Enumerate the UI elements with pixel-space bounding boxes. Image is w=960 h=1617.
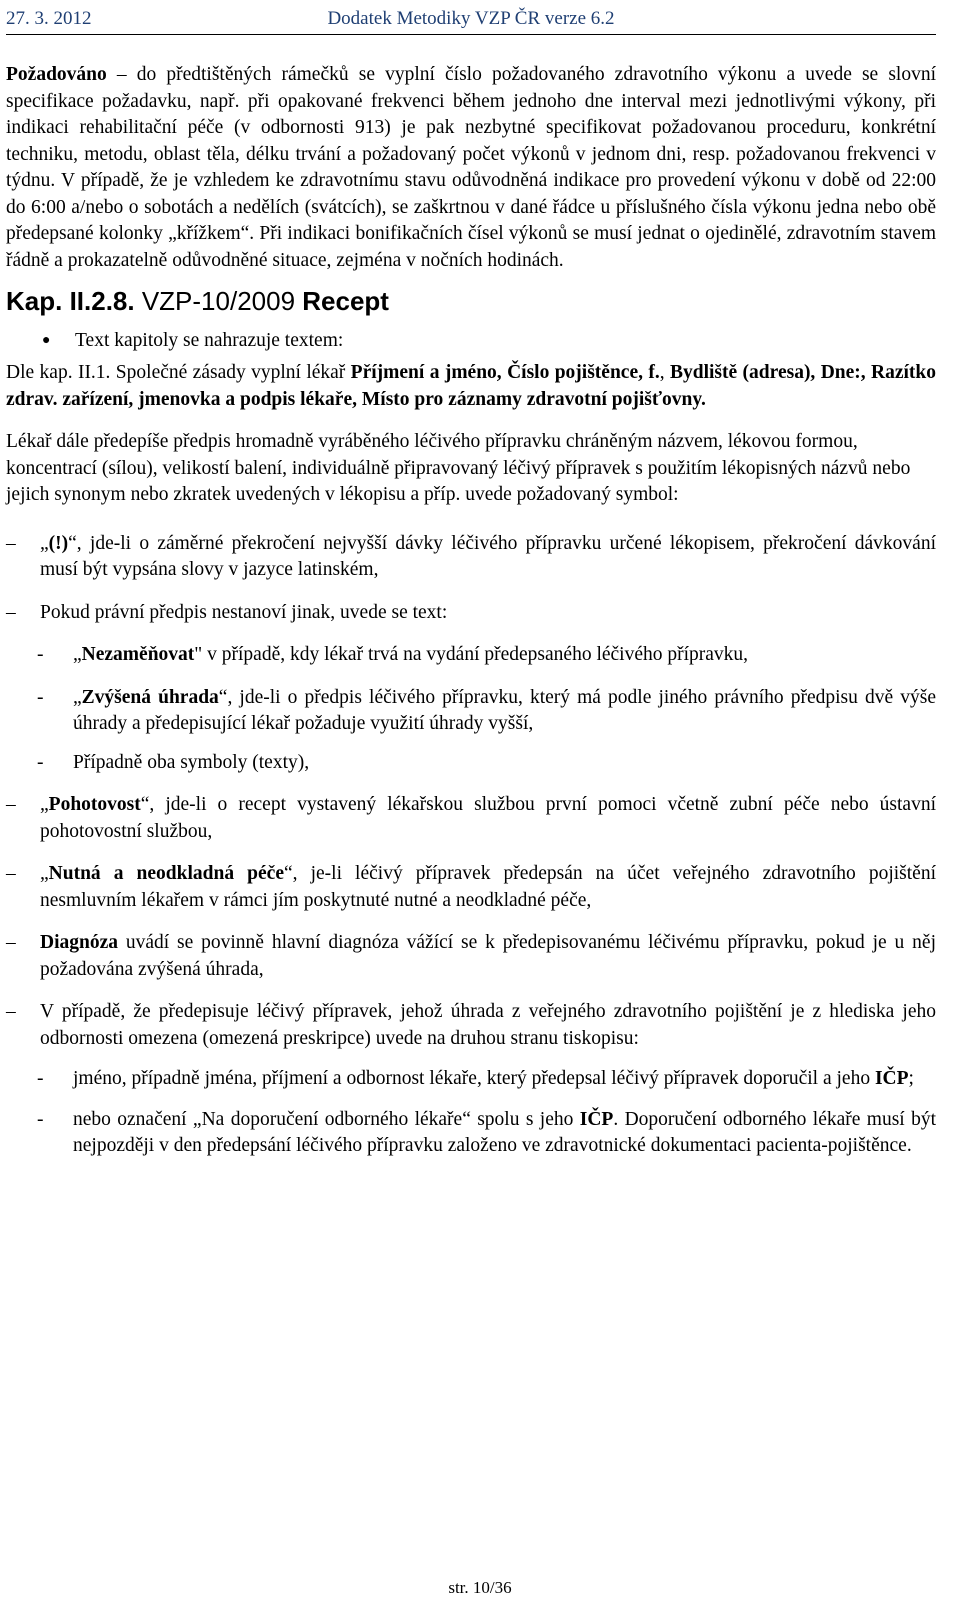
list-item — [6, 861, 936, 914]
sub-list-item — [6, 642, 936, 669]
dash-marker: – — [6, 932, 16, 953]
hyphen-marker: - — [37, 644, 44, 665]
bold-text: Nutná a neodkladná péče — [48, 863, 284, 884]
paragraph-fill-fields — [6, 360, 936, 413]
document-body — [6, 62, 936, 1160]
list-item — [6, 531, 936, 584]
bullet-item — [42, 328, 936, 354]
text: Pokud právní předpis nestanoví jinak, uvede se text: — [40, 601, 448, 623]
header-date: 27. 3. 2012 — [6, 8, 92, 29]
text: “, je-li léčivý přípravek předepsán na účet veřejného zdravotního pojištění nesmluvním lékařem v rámci jím poskytnuté nutné a neodkladné péče, — [40, 863, 936, 911]
dash-marker: – — [6, 532, 16, 554]
bold-text: (!) — [48, 532, 69, 554]
text: Dle kap. II.1. Společné zásady vyplní lékař — [6, 362, 351, 383]
text: . Doporučení odborného lékaře musí být nejpozději v den předepsání léčivého přípravku založeno ve zdravotnické dokumentaci pacienta-pojištěnce. — [73, 1108, 936, 1156]
sub-list-item — [6, 1107, 936, 1160]
hyphen-marker: - — [37, 686, 44, 708]
sub-list-item — [6, 1066, 936, 1093]
bullet-icon: ● — [42, 333, 51, 348]
paragraph-prescription: Lékař dále předepíše předpis hromadně vyráběného léčivého přípravku chráněným názvem, lékovou formou, koncentrací (sílou), velikostí balení, individuálně připravovaný léčivý přípravek s použitím lékopisných názvů nebo jejich synonym nebo zkratek uvedených v lékopisu a příp. uvede požadovaný symbol: — [6, 431, 911, 505]
page-number: str. 10/36 — [448, 1578, 512, 1597]
header-document-title: Dodatek Metodiky VZP ČR verze 6.2 — [327, 8, 615, 29]
dash-marker: – — [6, 794, 16, 815]
text: V případě, že předepisuje léčivý přípravek, jehož úhrada z veřejného zdravotního pojištění je z hlediska jeho odbornosti omezena (omezená preskripce) uvede na druhou stranu tiskopisu: — [40, 1001, 936, 1049]
text: jméno, případně jména, příjmení a odbornost lékaře, který předepsal léčivý přípravek doporučil a jeho — [73, 1068, 875, 1089]
list-item — [6, 930, 936, 983]
chapter-title: Recept — [302, 286, 389, 316]
bold-text: Pohotovost — [48, 794, 141, 815]
dash-marker: – — [6, 601, 16, 623]
text: nebo označení „Na doporučení odborného lékaře“ spolu s jeho — [73, 1108, 580, 1130]
term-pozadovano: Požadováno — [6, 64, 107, 85]
bold-text: Diagnóza — [40, 932, 118, 953]
chapter-number: Kap. II.2.8. — [6, 286, 135, 316]
bold-text: Bydliště (adresa), Dne:, Razítko zdrav. — [6, 362, 937, 410]
list-item — [6, 600, 936, 627]
bullet-text: Text kapitoly se nahrazuje textem: — [75, 330, 344, 351]
hyphen-marker: - — [37, 1068, 44, 1089]
paragraph-pozadovano — [6, 62, 936, 274]
paragraph-text: – do předtištěných rámečků se vyplní číslo požadovaného zdravotního výkonu a uvede se slovní specifikace požadavku, např. při opakované frekvenci během jednoho dne interval mezi jednotlivými výkony, při indikaci rehabilitační péče (v odbornosti 913) je pak nezbytné specifikovat požadovanou proceduru, konkrétní techniku, metodu, oblast těla, délku trvání a požadovaný počet výkonů v jednom dni, resp. požadovanou frekvenci v týdnu. V případě, že je vzhledem ke zdravotnímu stavu odůvodněná indikace pro provedení výkonu v době od 22:00 do 6:00 a/nebo o sobotách a nedělích (svátcích), se zaškrtnou v dané řádce u příslušného čísla výkonu jedna nebo obě předepsané kolonky „křížkem“. Při indikaci bonifikačních čísel výkonů se musí jednat o ojedinělé, zdravotním stavem řádně a prokazatelně odůvodněné situace, zejména v nočních hodinách. — [6, 64, 936, 271]
bold-text: IČP — [579, 1108, 614, 1130]
bold-text: Příjmení a jméno, Číslo pojištěnce, f. — [350, 362, 660, 383]
dash-marker: – — [6, 1001, 16, 1022]
bold-text: Zvýšená úhrada — [81, 686, 219, 708]
form-code: VZP-10/2009 — [134, 286, 303, 316]
sub-list-item — [6, 750, 936, 777]
text: „ — [73, 644, 82, 665]
text: „ — [73, 686, 82, 708]
hyphen-marker: - — [37, 1108, 44, 1130]
text: , — [659, 362, 670, 383]
text: uvádí se povinně hlavní diagnóza vážící se k předepisovanému léčivému přípravku, pokud je u něj požadována zvýšená úhrada, — [40, 932, 936, 980]
text: “, jde-li o záměrné překročení nejvyšší dávky léčivého přípravku určené lékopisem, překročení dávkování musí být vypsána slovy v jazyce latinském, — [40, 532, 936, 580]
text: “, jde-li o recept vystavený lékařskou službou první pomoci včetně zubní péče nebo ústavní pohotovostní službou, — [40, 794, 936, 842]
list-item — [6, 792, 936, 845]
sub-list-item — [6, 685, 936, 738]
text: „ — [40, 863, 49, 884]
text: „ — [40, 532, 49, 554]
text: ; — [908, 1068, 914, 1089]
hyphen-marker: - — [37, 751, 44, 773]
dash-marker: – — [6, 863, 16, 884]
text: “, jde-li o předpis léčivého přípravku, který má podle jiného právního předpisu dvě výše úhrady a předepisující lékař požaduje využití úhrady vyšší, — [73, 686, 936, 734]
text: Případně oba symboly (texty), — [73, 751, 310, 773]
bold-text: Nezaměňovat — [81, 644, 195, 665]
page-header — [6, 4, 936, 35]
chapter-heading — [6, 286, 936, 316]
text: „ — [40, 794, 49, 815]
text: " v případě, kdy lékař trvá na vydání předepsaného léčivého přípravku, — [194, 644, 749, 665]
bold-text: IČP — [874, 1068, 909, 1089]
bold-text: zařízení, jmenovka a podpis lékaře, Místo pro záznamy zdravotní pojišťovny. — [62, 388, 706, 410]
list-item — [6, 999, 936, 1052]
